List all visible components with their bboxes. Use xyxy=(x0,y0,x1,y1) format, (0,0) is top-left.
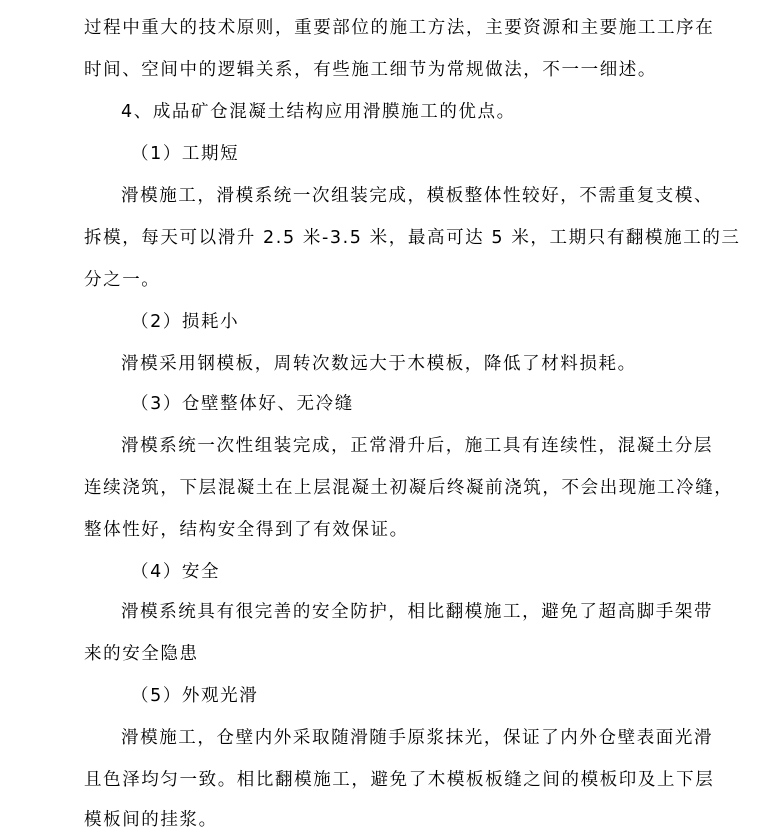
subheading: （4）安全 xyxy=(131,562,221,582)
paragraph-line: 来的安全隐患 xyxy=(84,644,199,664)
paragraph-line: 滑模施工，仓壁内外采取随滑随手原浆抹光，保证了内外仓壁表面光滑 xyxy=(121,728,714,748)
subheading: （2）损耗小 xyxy=(131,312,240,332)
subheading: （5）外观光滑 xyxy=(131,686,259,706)
paragraph-line: 滑模系统一次性组装完成，正常滑升后，施工具有连续性，混凝土分层 xyxy=(121,436,714,456)
paragraph-line: 滑模系统具有很完善的安全防护，相比翻模施工，避免了超高脚手架带 xyxy=(121,602,714,622)
paragraph-line: 过程中重大的技术原则，重要部位的施工方法，主要资源和主要施工工序在 xyxy=(84,18,715,38)
paragraph-line: 滑模施工，滑模系统一次组装完成，模板整体性较好，不需重复支模、 xyxy=(121,186,714,206)
paragraph-line: 滑模采用钢模板，周转次数远大于木模板，降低了材料损耗。 xyxy=(121,354,637,374)
paragraph-line: 拆模，每天可以滑升 2.5 米-3.5 米，最高可达 5 米，工期只有翻模施工的三 xyxy=(84,228,741,248)
subheading: （1）工期短 xyxy=(131,144,240,164)
section-heading: 4、成品矿仓混凝土结构应用滑膜施工的优点。 xyxy=(121,102,516,122)
paragraph-line: 分之一。 xyxy=(84,270,161,290)
paragraph-line: 时间、空间中的逻辑关系，有些施工细节为常规做法，不一一细述。 xyxy=(84,60,657,80)
subheading: （3）仓壁整体好、无冷缝 xyxy=(131,394,354,414)
paragraph-line: 连续浇筑，下层混凝土在上层混凝土初凝后终凝前浇筑，不会出现施工冷缝， xyxy=(84,478,734,498)
paragraph-line: 整体性好，结构安全得到了有效保证。 xyxy=(84,520,409,540)
paragraph-line: 模板间的挂浆。 xyxy=(84,810,218,830)
paragraph-line: 且色泽均匀一致。相比翻模施工，避免了木模板板缝之间的模板印及上下层 xyxy=(84,770,715,790)
